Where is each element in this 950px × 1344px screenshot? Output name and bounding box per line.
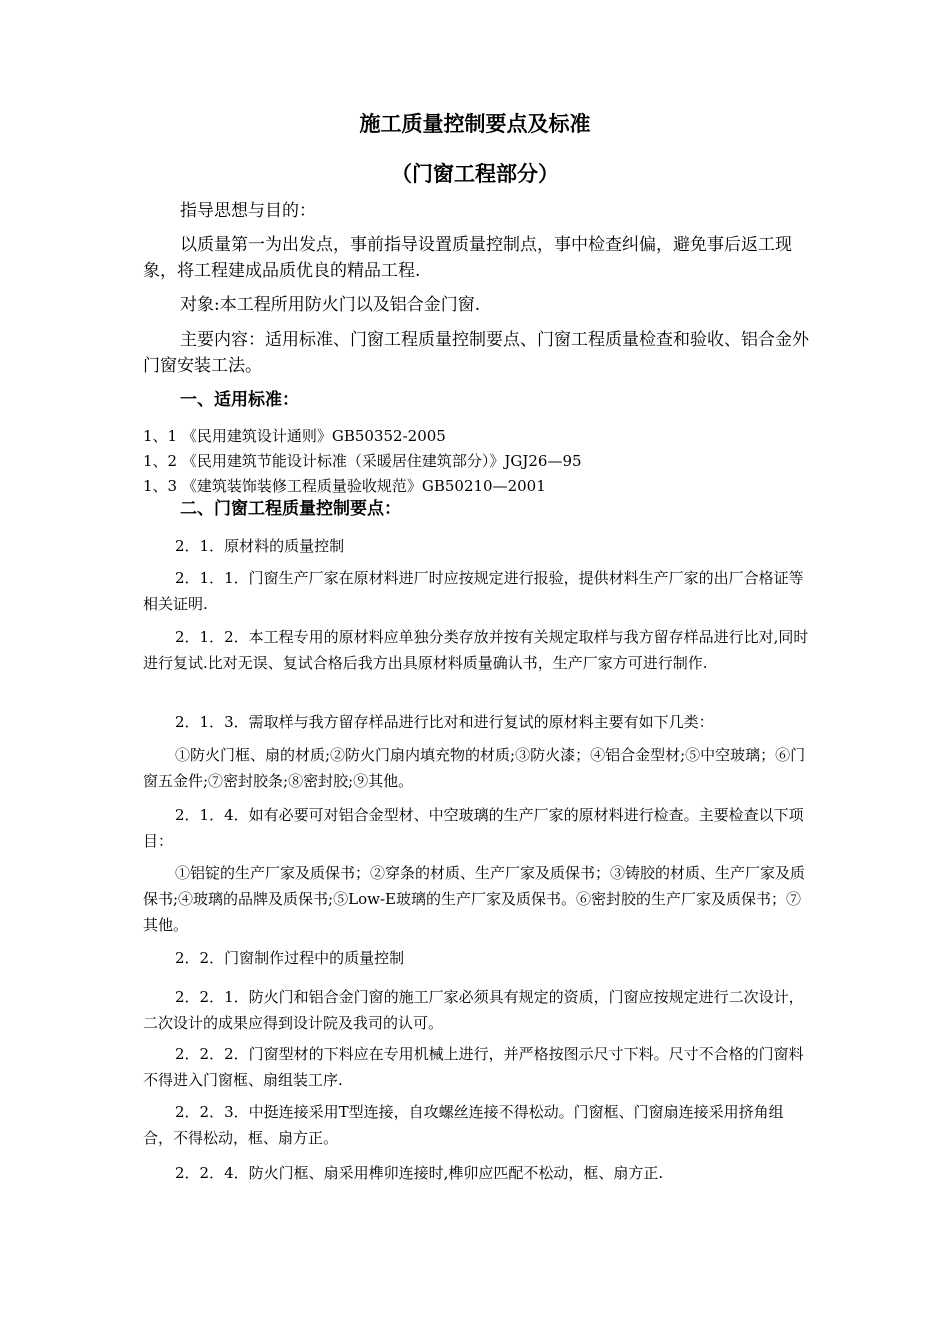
paragraph-2-2-2: 2．2．2．门窗型材的下料应在专用机械上进行，并严格按图示尺寸下料。尺寸不合格的门窗料不得进入门窗框、扇组装工序. — [143, 1045, 804, 1089]
object-paragraph: 对象:本工程所用防火门以及铝合金门窗. — [180, 295, 481, 315]
standard-item: 1、1 《民用建筑设计通则》GB50352-2005 — [143, 427, 446, 445]
paragraph-2-2-4: 2．2．4．防火门框、扇采用榫卯连接时,榫卯应匹配不松动，框、扇方正. — [175, 1164, 664, 1182]
standard-item: 1、3 《建筑装饰装修工程质量验收规范》GB50210—2001 — [143, 477, 546, 495]
paragraph-2-1-3: 2．1．3．需取样与我方留存样品进行比对和进行复试的原材料主要有如下几类： — [175, 713, 714, 731]
paragraph-2-1-1: 2．1．1．门窗生产厂家在原材料进厂时应按规定进行报验，提供材料生产厂家的出厂合格证等相关证明. — [143, 569, 804, 613]
subsection-2-1: 2．1．原材料的质量控制 — [175, 537, 345, 555]
paragraph-2-1-4: 2．1．4．如有必要可对铝合金型材、中空玻璃的生产厂家的原材料进行检查。主要检查以下项目： — [143, 806, 804, 850]
subsection-2-2: 2．2．门窗制作过程中的质量控制 — [175, 949, 405, 967]
document-subtitle: （门窗工程部分） — [391, 161, 559, 186]
paragraph-2-2-1: 2．2．1．防火门和铝合金门窗的施工厂家必须具有规定的资质，门窗应按规定进行二次设计，二次设计的成果应得到设计院及我司的认可。 — [143, 988, 804, 1032]
section1-heading: 一、适用标准： — [180, 390, 299, 410]
intro-paragraph: 以质量第一为出发点，事前指导设置质量控制点，事中检查纠偏，避免事后返工现象，将工程建成品质优良的精品工程. — [143, 235, 792, 281]
paragraph-2-1-2: 2．1．2．本工程专用的原材料应单独分类存放并按有关规定取样与我方留存样品进行比对,同时进行复试.比对无误、复试合格后我方出具原材料质量确认书，生产厂家方可进行制作. — [143, 628, 809, 672]
paragraph-2-1-3-list: ①防火门框、扇的材质;②防火门扇内填充物的材质;③防火漆；④铝合金型材;⑤中空玻璃；⑥门窗五金件;⑦密封胶条;⑧密封胶;⑨其他。 — [143, 746, 806, 790]
main-content-paragraph: 主要内容：适用标准、门窗工程质量控制要点、门窗工程质量检查和验收、铝合金外门窗安装工法。 — [143, 330, 809, 376]
section2-heading: 二、门窗工程质量控制要点： — [180, 499, 401, 519]
paragraph-2-1-4-list: ①铝锭的生产厂家及质保书；②穿条的材质、生产厂家及质保书；③铸胶的材质、生产厂家及质保书;④玻璃的品牌及质保书;⑤Low-E玻璃的生产厂家及质保书。⑥密封胶的生产厂家及质保书；⑦其他。 — [143, 864, 806, 934]
paragraph-2-2-3: 2．2．3．中挺连接采用T型连接，自攻螺丝连接不得松动。门窗框、门窗扇连接采用挤角组合，不得松动，框、扇方正。 — [143, 1103, 784, 1147]
intro-label: 指导思想与目的： — [180, 201, 316, 221]
document-title: 施工质量控制要点及标准 — [359, 111, 591, 136]
standard-item: 1、2 《民用建筑节能设计标准（采暖居住建筑部分）》JGJ26—95 — [143, 452, 582, 470]
